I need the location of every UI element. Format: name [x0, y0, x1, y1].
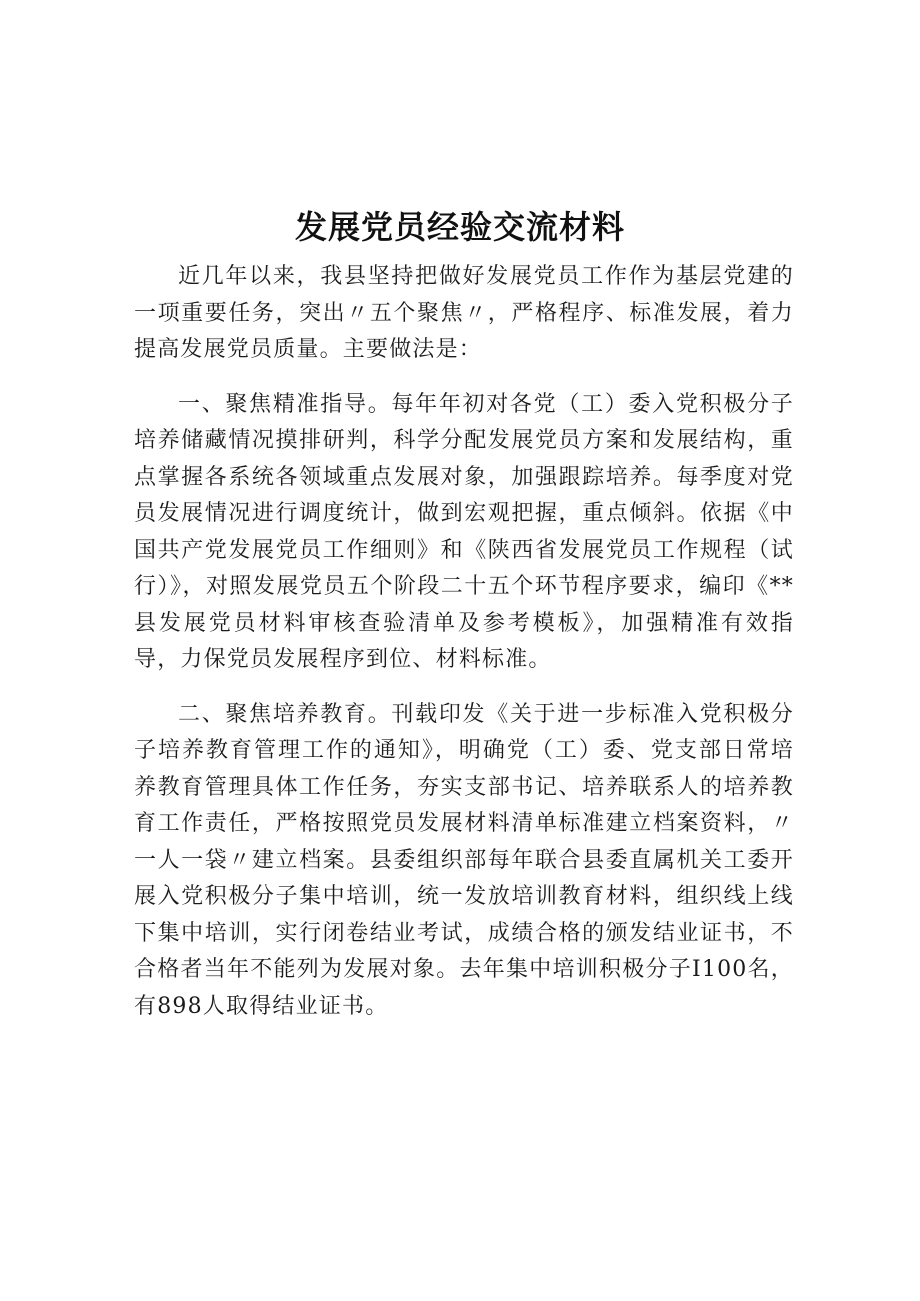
document-title: 发展党员经验交流材料: [294, 208, 625, 246]
paragraph-section-2: 二、聚焦培养教育。刊载印发《关于进一步标准入党积极分子培养教育管理工作的通知》，明确党（工）委、党支部日常培养教育管理具体工作任务，夯实支部书记、培养联系人的培养教育工作责任，严格按照党员发展材料清单标准建立档案资料，〃一人一袋〃建立档案。县委组织部每年联合县委直属机关工委开展入党积极分子集中培训，统一发放培训教育材料，组织线上线下集中培训，实行闭卷结业考试，成绩合格的颁发结业证书，不合格者当年不能列为发展对象。去年集中培训积极分子I100名，有898人取得结业证书。: [134, 701, 794, 1019]
paragraph-section-1: 一、聚焦精准指导。每年年初对各党（工）委入党积极分子培养储藏情况摸排研判，科学分配发展党员方案和发展结构，重点掌握各系统各领域重点发展对象，加强跟踪培养。每季度对党员发展情况进行调度统计，做到宏观把握，重点倾斜。依据《中国共产党发展党员工作细则》和《陕西省发展党员工作规程（试行）》，对照发展党员五个阶段二十五个环节程序要求，编印《**县发展党员材料审核查验清单及参考模板》，加强精准有效指导，力保党员发展程序到位、材料标准。: [134, 391, 794, 672]
document-body: [134, 259, 794, 1043]
paragraph-intro: 近几年以来，我县坚持把做好发展党员工作作为基层党建的一项重要任务，突出〃五个聚焦〃，严格程序、标准发展，着力提高发展党员质量。主要做法是：: [134, 264, 794, 362]
